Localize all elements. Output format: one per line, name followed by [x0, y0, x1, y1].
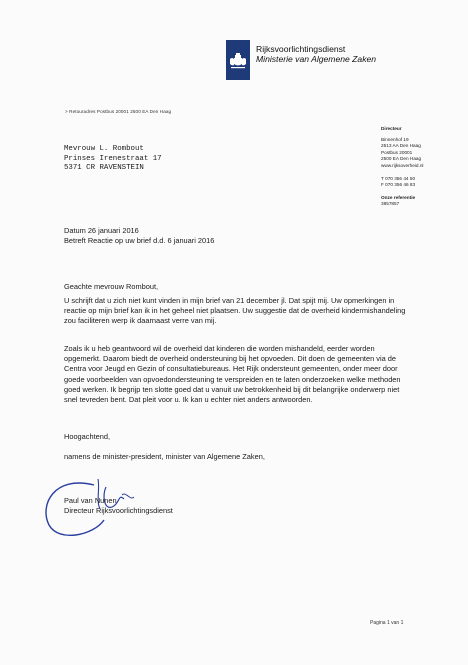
sender-block [381, 126, 423, 208]
reference-value: 3857857 [381, 201, 400, 207]
sender-address-line: Postbus 20001 [381, 149, 413, 155]
signer-name: Paul van Nunen [64, 496, 117, 505]
sender-fax: F 070 356 46 83 [381, 182, 416, 188]
sender-heading: Directeur [381, 126, 402, 131]
recipient-address [64, 145, 162, 174]
reference-heading: Onze referentie [381, 194, 416, 200]
org-line-2: Ministerie van Algemene Zaken [256, 54, 377, 64]
paragraph-2 [64, 344, 412, 405]
closing-text: Hoogachtend, [64, 432, 111, 441]
letter-subject: Betreft Reactie op uw brief d.d. 6 januari 2016 [64, 235, 215, 245]
page-number: Pagina 1 van 1 [370, 620, 404, 626]
sender-address-line: 2500 EA Den Haag [381, 156, 422, 162]
paragraph-1-text: U schrijft dat u zich niet kunt vinden in mijn brief van 21 december jl. Dat spijt mij. Uw opmerkingen in reactie op mijn brief kan ik in het geheel niet plaatsen. Uw suggestie dat de overheid kindermishandeling zou faciliteren werp ik daarnaast verre van mij. [64, 296, 406, 326]
royal-coat-of-arms-icon [226, 40, 250, 80]
recipient-street: Prinses Irenestraat 17 [64, 154, 162, 163]
sender-address-line: Binnenhof 19 [381, 136, 409, 142]
paragraph-1 [64, 296, 412, 327]
on-behalf-line [64, 452, 412, 462]
logo-bar [226, 40, 250, 80]
recipient-city: 5371 CR RAVENSTEIN [64, 164, 144, 173]
letter-date: Datum 26 januari 2016 [64, 226, 139, 235]
letter-meta [64, 226, 214, 245]
sender-website: www.rijksoverheid.nl [381, 162, 424, 168]
return-address: > Retouradres Postbus 20001 2500 EA Den Haag [65, 109, 172, 114]
sender-phone: T 070 356 44 50 [381, 175, 416, 181]
paragraph-2-text: Zoals ik u heb geantwoord wil de overheid dat kinderen die worden mishandeld, eerder worden opgemerkt. Daarom biedt de overheid ondersteuning bij het opvoeden. Dit doen de gemeenten via de Centra voor Jeugd en Gezin of consultatiebureaus. Het Rijk ondersteunt gemeenten, onder meer door goede voorbeelden van opvoedondersteuning te verspreiden en te laten onderzoeken welke methoden goed werken. Ik begrijp ten slotte goed dat u vanuit uw betrokkenheid bij dit belangrijke onderwerp niet snel tevreden bent. Dat pleit voor u. Ik kan u echter niet anders antwoorden. [64, 344, 401, 405]
sender-address-line: 2513 AA Den Haag [381, 143, 421, 149]
salutation-text: Geachte mevrouw Rombout, [64, 282, 159, 291]
closing [64, 432, 412, 442]
on-behalf-text: namens de minister-president, minister van Algemene Zaken, [64, 452, 265, 461]
signer-title: Directeur Rijksvoorlichtingsdienst [64, 505, 173, 515]
salutation [64, 282, 412, 292]
org-line-1: Rijksvoorlichtingsdienst [256, 44, 346, 54]
organization-name [256, 44, 376, 64]
recipient-name: Mevrouw L. Rombout [64, 145, 144, 153]
signer-block [64, 496, 173, 515]
